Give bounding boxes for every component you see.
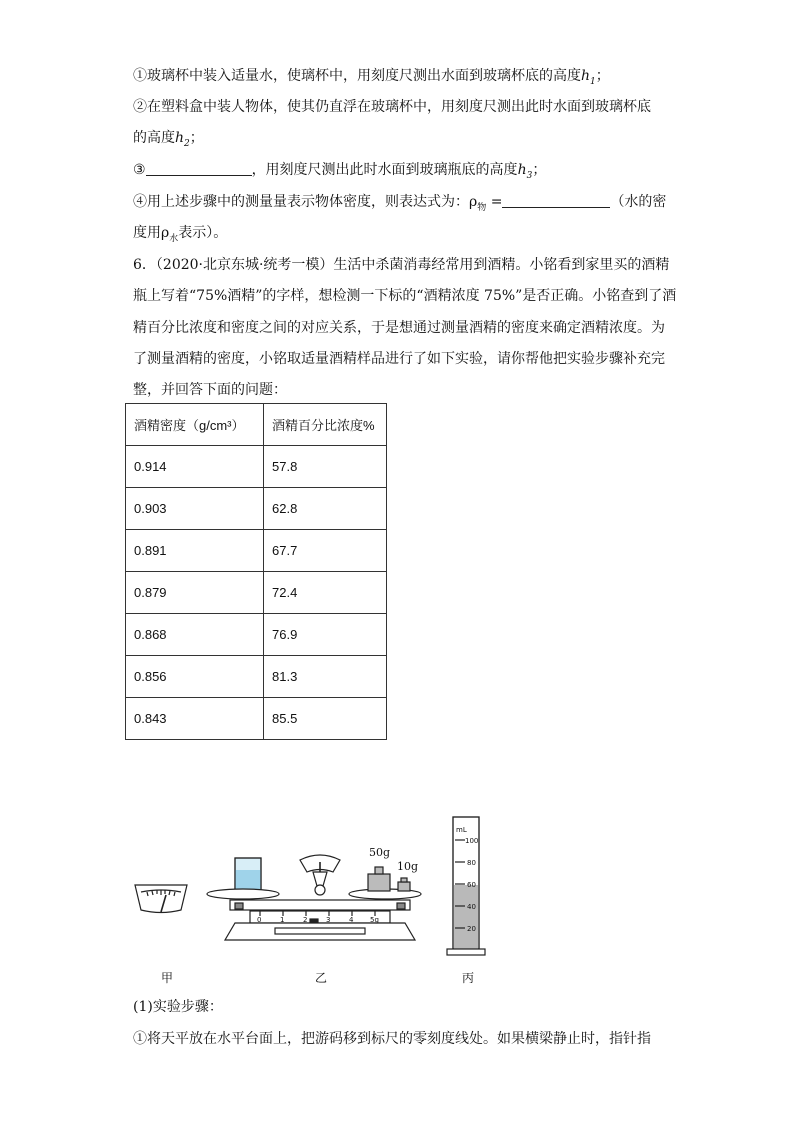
cylinder-tick: 100	[465, 837, 479, 845]
balance-yi	[207, 855, 421, 940]
table-cell: 0.891	[126, 530, 264, 572]
table-row	[126, 614, 387, 656]
cylinder-tick: 40	[467, 903, 476, 911]
cylinder-tick: 20	[467, 925, 476, 933]
caption-jia: 甲	[161, 971, 174, 985]
caption-bing: 丙	[462, 971, 475, 985]
table-cell: 67.7	[264, 530, 387, 572]
table-row	[126, 572, 387, 614]
ruler-label: 3	[326, 916, 331, 924]
table-row	[126, 530, 387, 572]
step-2-line-a: ②在塑料盒中装人物体，使其仍直浮在玻璃杯中，用刻度尺测出此时水面到玻璃杯底	[133, 99, 651, 115]
table-row	[126, 446, 387, 488]
problem-6-line-3: 精百分比浓度和密度之间的对应关系，于是想通过测量酒精的密度来确定酒精浓度。为	[133, 320, 665, 336]
table-cell: 0.843	[126, 698, 264, 740]
bottom-step-1-line: ①将天平放在水平台面上，把游码移到标尺的零刻度线处。如果横梁静止时，指针指	[133, 1031, 651, 1047]
problem-6-line-2: 瓶上写着“75%酒精”的字样，想检测一下标的“酒精浓度 75%”是否正确。小铭查到了酒	[133, 288, 677, 304]
step-3-line: ③ ，用刻度尺测出此时水面到玻璃瓶底的高度$h_3$；	[133, 162, 547, 181]
table-cell: 0.914	[126, 446, 264, 488]
table-row	[126, 488, 387, 530]
cylinder-tick: 60	[467, 881, 476, 889]
table-cell: 0.856	[126, 656, 264, 698]
table-cell: 0.903	[126, 488, 264, 530]
table-header-cell: 酒精密度（g/cm³）	[126, 404, 264, 446]
cylinder-unit: mL	[456, 826, 467, 834]
table-cell: 76.9	[264, 614, 387, 656]
table-cell: 0.868	[126, 614, 264, 656]
table-cell: 85.5	[264, 698, 387, 740]
cylinder-tick: 80	[467, 859, 476, 867]
step-4-line-a: ④用上述步骤中的测量量表示物体密度，则表达式为：$\rho_物$ = （水的密	[133, 194, 667, 213]
ruler-label: 4	[349, 916, 354, 924]
experiment-steps-heading: (1)实验步骤：	[133, 999, 223, 1015]
table-cell: 62.8	[264, 488, 387, 530]
experiment-figure	[125, 812, 495, 962]
table-cell: 57.8	[264, 446, 387, 488]
ruler-label: 1	[280, 916, 285, 924]
density-concentration-table	[125, 403, 387, 740]
table-cell: 0.879	[126, 572, 264, 614]
caption-yi: 乙	[315, 971, 328, 985]
weight-10g-label: 10g	[397, 860, 419, 873]
step-1-line: ①玻璃杯中装入适量水，使璃杯中，用刻度尺测出水面到玻璃杯底的高度$h_1$；	[133, 68, 610, 87]
weight-50g-label: 50g	[369, 846, 391, 859]
answer-blank-4[interactable]	[502, 193, 610, 208]
problem-6-line-4: 了测量酒精的密度，小铭取适量酒精样品进行了如下实验，请你帮他把实验步骤补充完	[133, 351, 665, 367]
step-4-line-b: 度用$\rho_水$表示）。	[133, 225, 228, 244]
ruler-label: 5g	[370, 916, 379, 924]
problem-6-line-1: 6．（2020·北京东城·统考一模）生活中杀菌消毒经常用到酒精。小铭看到家里买的酒精	[133, 257, 670, 273]
table-header-row	[126, 404, 387, 446]
step-2-line-b: 的高度$h_2$；	[133, 130, 204, 149]
table-row	[126, 656, 387, 698]
table-header-cell: 酒精百分比浓度%	[264, 404, 387, 446]
table-row	[126, 698, 387, 740]
pointer-scale-jia	[135, 885, 187, 913]
problem-6-line-5: 整，并回答下面的问题：	[133, 382, 287, 398]
ruler-label: 0	[257, 916, 262, 924]
ruler-label: 2	[303, 916, 308, 924]
answer-blank-3[interactable]	[146, 161, 252, 176]
table-cell: 72.4	[264, 572, 387, 614]
table-cell: 81.3	[264, 656, 387, 698]
